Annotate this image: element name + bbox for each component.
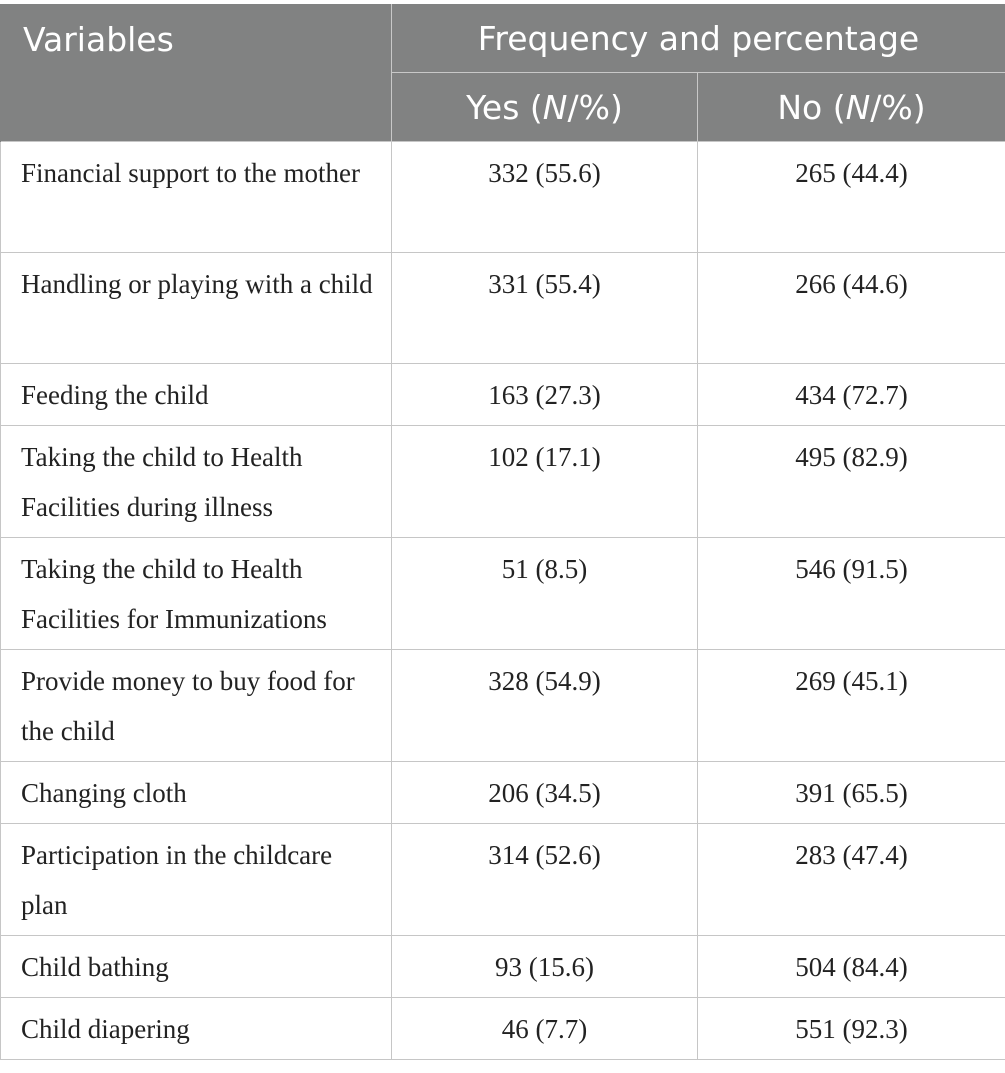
cell-yes: 102 (17.1) (392, 426, 698, 538)
table-row (1, 762, 1005, 824)
cell-yes: 163 (27.3) (392, 364, 698, 426)
cell-variable: Handling or playing with a child (1, 253, 392, 364)
cell-yes: 328 (54.9) (392, 650, 698, 762)
header-no-prefix: No ( (777, 87, 846, 127)
cell-yes: 46 (7.7) (392, 998, 698, 1060)
header-yes-prefix: Yes ( (466, 87, 543, 127)
header-yes-suffix: /%) (567, 87, 623, 127)
header-frequency-percentage: Frequency and percentage (392, 4, 1005, 73)
cell-variable: Changing cloth (1, 762, 392, 824)
table-row (1, 426, 1005, 538)
cell-no: 266 (44.6) (698, 253, 1005, 364)
table-row (1, 650, 1005, 762)
table-row (1, 142, 1005, 253)
table-row (1, 364, 1005, 426)
table-header (1, 4, 1005, 142)
cell-variable: Feeding the child (1, 364, 392, 426)
cell-variable: Taking the child to Health Facilities for Immunizations (1, 538, 392, 650)
cell-yes: 206 (34.5) (392, 762, 698, 824)
cell-variable: Taking the child to Health Facilities during illness (1, 426, 392, 538)
cell-variable: Child bathing (1, 936, 392, 998)
data-table (0, 4, 1005, 1060)
table-row (1, 998, 1005, 1060)
cell-no: 434 (72.7) (698, 364, 1005, 426)
header-no-unit: N (845, 87, 871, 127)
cell-variable: Participation in the childcare plan (1, 824, 392, 936)
table-body (1, 142, 1005, 1060)
header-yes (392, 73, 698, 142)
cell-no: 283 (47.4) (698, 824, 1005, 936)
header-no (698, 73, 1005, 142)
cell-yes: 331 (55.4) (392, 253, 698, 364)
cell-variable: Provide money to buy food for the child (1, 650, 392, 762)
header-no-suffix: /%) (870, 87, 926, 127)
cell-yes: 93 (15.6) (392, 936, 698, 998)
header-yes-unit: N (542, 87, 568, 127)
cell-yes: 51 (8.5) (392, 538, 698, 650)
cell-no: 391 (65.5) (698, 762, 1005, 824)
table-row (1, 936, 1005, 998)
cell-variable: Child diapering (1, 998, 392, 1060)
cell-no: 504 (84.4) (698, 936, 1005, 998)
cell-no: 265 (44.4) (698, 142, 1005, 253)
cell-no: 495 (82.9) (698, 426, 1005, 538)
table-row (1, 824, 1005, 936)
table-row (1, 538, 1005, 650)
cell-variable: Financial support to the mother (1, 142, 392, 253)
cell-yes: 332 (55.6) (392, 142, 698, 253)
cell-no: 551 (92.3) (698, 998, 1005, 1060)
cell-no: 269 (45.1) (698, 650, 1005, 762)
cell-yes: 314 (52.6) (392, 824, 698, 936)
header-variables: Variables (1, 4, 392, 142)
cell-no: 546 (91.5) (698, 538, 1005, 650)
table-row (1, 253, 1005, 364)
